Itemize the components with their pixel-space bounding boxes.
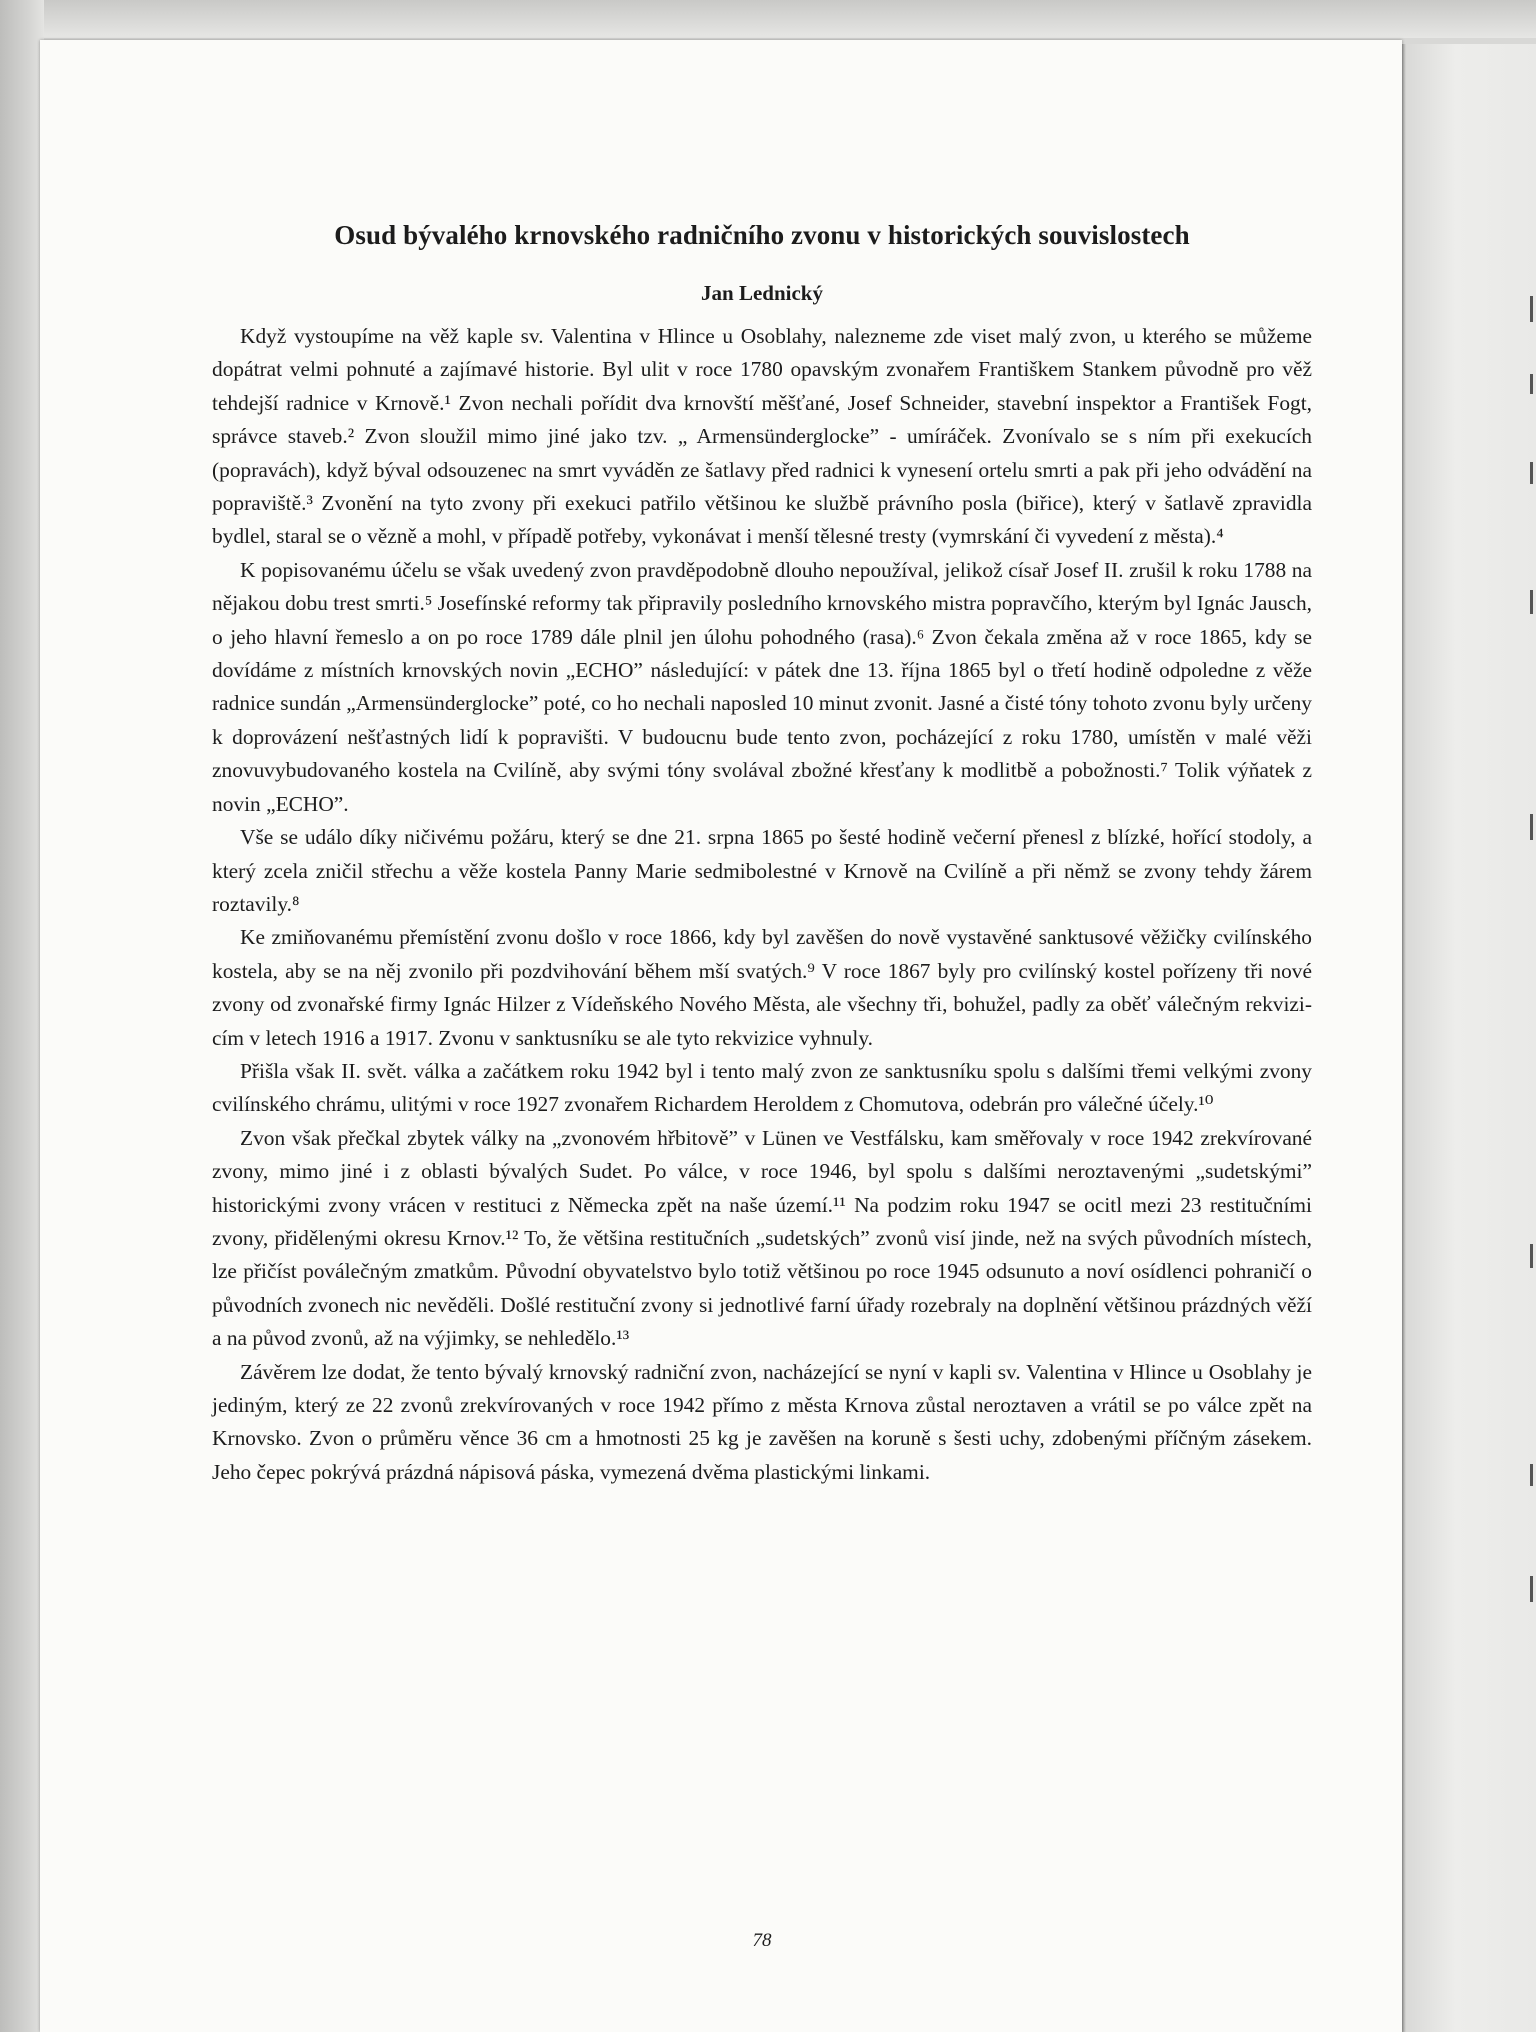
scan-top-edge: [0, 0, 1536, 38]
page-content: [212, 170, 1312, 1951]
article-title: Osud bývalého krnovského radničního zvonu v historických souvislostech: [334, 220, 1190, 250]
paragraph: Ke zmiňovanému přemístění zvonu došlo v roce 1866, kdy byl zavěšen do nově vystavěné sanktusové věžičky cvilínského kostela, aby se na něj zvonilo při pozdvihování během mší svatých.⁹ V roce 1867 byly pro cvilínský kostel pořízeny tři nové zvony od zvonařské firmy Ignác Hilzer z Vídeňského Nového Města, ale všechny tři, bohužel, padly za oběť válečným rekvizicím v letech 1916 a 1917. Zvonu v sanktusníku se ale tyto rekvizice vyhnuly.: [212, 925, 1312, 1050]
scan-left-edge: [0, 0, 44, 2032]
paragraph: K popisovanému účelu se však uvedený zvon pravděpodobně dlouho nepoužíval, jelikož císař Josef II. zrušil k roku 1788 na nějakou dobu trest smrti.⁵ Josefínské reformy tak připravily posledního krnovského mistra popravčího, kterým byl Ignác Jausch, o jeho hlavní řemeslo a on po roce 1789 dále plnil jen úlohu pohodného (rasa).⁶ Zvon čekala změna až v roce 1865, kdy se dovídáme z místních krnovských novin „ECHO” následující: v pátek dne 13. října 1865 byl o třetí hodině odpoledne z věže radnice sundán „Armensünderglocke” poté, co ho nechali naposled 10 minut zvonit. Jasné a čisté tóny tohoto zvonu byly určeny k doprovázení nešťastných lidí k popravišti. V budoucnu bude tento zvon, pocházející z roku 1780, umístěn v malé věži znovuvybudovaného kostela na Cvilíně, aby svými tóny svolával zbožné křesťany k modlitbě a pobožnosti.⁷ Tolik výňatek z novin „ECHO”.: [212, 557, 1312, 816]
paragraph: Když vystoupíme na věž kaple sv. Valentina v Hlince u Osoblahy, nalezneme zde viset malý zvon, u kterého se můžeme dopátrat velmi pohnuté a zajímavé historie. Byl ulit v roce 1780 opavským zvonařem Františkem Stankem původně pro věž tehdejší radnice v Krnově.¹ Zvon nechali pořídit dva krnovští měšťané, Josef Schneider, stavební inspektor a František Fogt, správce staveb.² Zvon sloužil mimo jiné jako tzv. „ Armensünderglocke” - umíráček. Zvonívalo se s ním při exekucích (popravách), když býval odsouzenec na smrt vyváděn ze šatlavy před radnici k vynesení ortelu smrti a pak při jeho odvádění na popraviště.³ Zvonění na tyto zvony při exekuci patřilo většinou ke službě právního posla (biřice), který v šatlavě zpravidla bydlel, staral se o vězně a mohl, v případě potřeby, vykonávat i menší tělesné tresty (vymrskání či vyvedení z města).⁴: [212, 324, 1312, 549]
document-page: [40, 40, 1402, 2032]
paragraph: Přišla však II. svět. válka a začátkem roku 1942 byl i tento malý zvon ze sanktusníku spolu s dalšími třemi velkými zvony cvilínského chrámu, ulitými v roce 1927 zvonařem Richardem Heroldem z Chomutova, odebrán pro válečné účely.¹⁰: [212, 1058, 1312, 1117]
paragraph: Závěrem lze dodat, že tento bývalý krnovský radniční zvon, nacházející se nyní v kapli sv. Valentina v Hlince u Osoblahy je jediným, který ze 22 zvonů zrekvírovaných v roce 1942 přímo z města Krnova zůstal neroztaven a vrátil se po válce zpět na Krnovsko. Zvon o průměru věnce 36 cm a hmotnosti 25 kg je zavěšen na koruně s šesti uchy, zdobenými příčným zásekem. Jeho čepec pokrývá prázdná nápisová páska, vymezená dvěma plastickými linkami.: [212, 1359, 1312, 1484]
paragraph: Zvon však přečkal zbytek války na „zvonovém hřbitově” v Lünen ve Vestfálsku, kam směřovaly v roce 1942 zrekvírované zvony, mimo jiné i z oblasti bývalých Sudet. Po válce, v roce 1946, byl spolu s dalšími neroztavenými „sudetskými” historickými zvony vrácen v restituci z Německa zpět na naše území.¹¹ Na podzim roku 1947 se ocitl mezi 23 restitučními zvony, přidělenými okresu Krnov.¹² To, že většina restitučních „sudetských” zvonů visí jinde, než na svých původních místech, lze přičíst poválečným zmatkům. Původní obyvatelstvo bylo totiž většinou po roce 1945 odsunuto a noví osídlenci pohraničí o původních zvonech nic nevěděli. Došlé restituční zvony si jednotlivé farní úřady rozebraly na doplnění většinou prázdných věží a na původ zvonů, až na výjimky, se nehledělo.¹³: [212, 1125, 1312, 1351]
adjacent-page-mark: [1530, 374, 1533, 394]
article-body: [212, 320, 1312, 1489]
adjacent-page-mark: [1530, 1464, 1533, 1486]
adjacent-page-mark: [1530, 814, 1533, 840]
adjacent-page-mark: [1530, 462, 1533, 484]
page-number: 78: [752, 1930, 772, 1951]
adjacent-page-edge: [1402, 44, 1536, 2032]
paragraph: Vše se událo díky ničivému požáru, který se dne 21. srpna 1865 po šesté hodině večerní přenesl z blízké, hořící stodoly, a který zcela zničil střechu a věže kostela Panny Marie sedmibolestné v Krnově na Cvilíně a při němž se zvony tehdy žárem roztavily.⁸: [212, 825, 1312, 916]
article-author: Jan Lednický: [701, 281, 823, 305]
adjacent-page-mark: [1530, 590, 1533, 614]
adjacent-page-mark: [1530, 1576, 1533, 1602]
adjacent-page-mark: [1530, 296, 1533, 322]
adjacent-page-mark: [1530, 1244, 1533, 1268]
